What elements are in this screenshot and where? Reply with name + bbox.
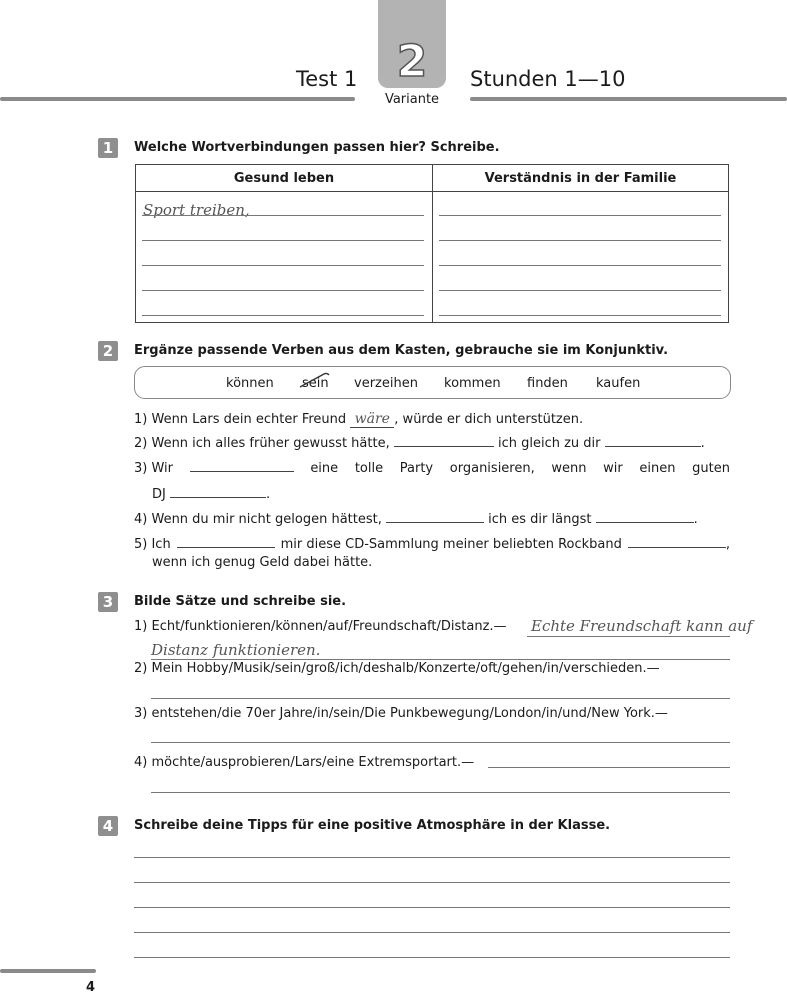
write-line[interactable] (142, 215, 424, 216)
column-header-family: Verständnis in der Familie (484, 171, 677, 186)
sentence-1 (134, 411, 583, 428)
answer-blank-3b[interactable] (170, 497, 266, 498)
answer-blank-2b[interactable] (605, 446, 701, 447)
task-3-prompt: 3) entstehen/die 70er Jahre/in/sein/Die Punkbewegung/London/in/und/New York.— (134, 706, 668, 721)
footer-bar (0, 969, 96, 973)
answer-line[interactable] (134, 857, 730, 858)
answer-line[interactable] (134, 932, 730, 933)
answer-line[interactable] (488, 767, 730, 768)
column-header-healthy: Gesund leben (233, 171, 335, 186)
task-1-prompt: 1) Echt/funktionieren/können/auf/Freundschaft/Distanz.— (134, 619, 507, 634)
sentence-3-word: 3) Wir (134, 461, 173, 476)
variant-label: Variante (384, 92, 440, 107)
answer-line[interactable] (151, 742, 730, 743)
sentence-3-dj: DJ (152, 487, 166, 502)
vocab-table (135, 164, 729, 323)
example-answer: Sport treiben, (143, 201, 250, 219)
sentence-3-word: einen (639, 461, 676, 476)
sentence-3-continued (152, 487, 270, 502)
write-line[interactable] (439, 290, 721, 291)
write-line[interactable] (142, 265, 424, 266)
sentence-1-end: , würde er dich unterstützen. (394, 412, 584, 427)
sentence-2 (134, 436, 705, 451)
answer-blank-4a[interactable] (386, 522, 484, 523)
sentence-3 (134, 461, 730, 476)
exercise-2-badge: 2 (98, 341, 118, 361)
sentence-3-word: guten (692, 461, 730, 476)
word-kommen: kommen (444, 376, 501, 391)
answer-line[interactable] (134, 957, 730, 958)
sentence-4-mid: ich es dir längst (488, 512, 592, 527)
header-bar-left (0, 97, 355, 101)
sentence-5-mid: mir diese CD-Sammlung meiner beliebten Rockband (280, 537, 622, 552)
word-finden: finden (527, 376, 568, 391)
lessons-title: Stunden 1—10 (470, 67, 626, 91)
task-1-answer-line1: Echte Freundschaft kann auf (531, 617, 753, 635)
page-number: 4 (86, 980, 96, 995)
write-line[interactable] (439, 215, 721, 216)
strike-mark (298, 371, 332, 391)
sentence-1-start: 1) Wenn Lars dein echter Freund (134, 412, 347, 427)
sentence-3-word: tolle (354, 461, 384, 476)
exercise-1-instruction: Welche Wortverbindungen passen hier? Schreibe. (134, 140, 500, 155)
answer-blank-2a[interactable] (394, 446, 494, 447)
sentence-5-comma: , (725, 537, 730, 552)
variant-number: 2 (396, 36, 428, 87)
answer-blank-5a[interactable] (177, 547, 275, 548)
answer-line[interactable] (134, 907, 730, 908)
write-line[interactable] (439, 315, 721, 316)
sentence-4 (134, 512, 698, 527)
sentence-2-mid: ich gleich zu dir (497, 436, 601, 451)
test-title: Test 1 (296, 67, 358, 91)
word-sein-crossed: sein (302, 376, 329, 391)
header-bar-right (470, 97, 787, 101)
write-line[interactable] (439, 265, 721, 266)
sentence-3-word: wir (603, 461, 623, 476)
answer-blank-5b[interactable] (628, 547, 726, 548)
word-verzeihen: verzeihen (354, 376, 418, 391)
answer-text-1: wäre (354, 411, 390, 427)
sentence-5-start: 5) Ich (134, 537, 171, 552)
sentence-3-word: organisieren, (449, 461, 535, 476)
answer-blank-3a[interactable] (190, 471, 294, 472)
write-line[interactable] (142, 290, 424, 291)
task-4-prompt: 4) möchte/ausprobieren/Lars/eine Extremsportart.— (134, 755, 475, 770)
answer-line[interactable] (151, 659, 730, 660)
sentence-2-start: 2) Wenn ich alles früher gewusst hätte, (134, 436, 390, 451)
sentence-3-word: wenn (551, 461, 587, 476)
task-2-prompt: 2) Mein Hobby/Musik/sein/groß/ich/deshalb/Konzerte/oft/gehen/in/verschieden.— (134, 661, 660, 676)
word-box (134, 366, 731, 399)
answer-line[interactable] (527, 636, 730, 637)
exercise-4-instruction: Schreibe deine Tipps für eine positive Atmosphäre in der Klasse. (134, 818, 611, 833)
word-kaufen: kaufen (596, 376, 641, 391)
write-line[interactable] (142, 315, 424, 316)
exercise-1-badge: 1 (98, 138, 118, 158)
word-koennen: können (226, 376, 274, 391)
exercise-3-badge: 3 (98, 592, 118, 612)
sentence-2-dot: . (700, 436, 705, 451)
answer-blank-1[interactable] (350, 411, 394, 428)
write-line[interactable] (439, 240, 721, 241)
task-1-answer-line2: Distanz funktionieren. (151, 641, 321, 659)
answer-line[interactable] (151, 698, 730, 699)
sentence-3-dot: . (266, 487, 271, 502)
exercise-3-instruction: Bilde Sätze und schreibe sie. (134, 594, 347, 609)
sentence-3-word: eine (310, 461, 339, 476)
write-line[interactable] (142, 240, 424, 241)
sentence-4-start: 4) Wenn du mir nicht gelogen hättest, (134, 512, 382, 527)
answer-line[interactable] (151, 792, 730, 793)
sentence-3-word: Party (399, 461, 434, 476)
answer-line[interactable] (134, 882, 730, 883)
sentence-4-dot: . (693, 512, 698, 527)
table-column-divider (432, 165, 433, 322)
exercise-2-instruction: Ergänze passende Verben aus dem Kasten, gebrauche sie im Konjunktiv. (134, 343, 669, 358)
sentence-5-end: wenn ich genug Geld dabei hätte. (152, 555, 373, 570)
answer-blank-4b[interactable] (596, 522, 694, 523)
sentence-5 (134, 537, 730, 552)
exercise-4-badge: 4 (98, 816, 118, 836)
